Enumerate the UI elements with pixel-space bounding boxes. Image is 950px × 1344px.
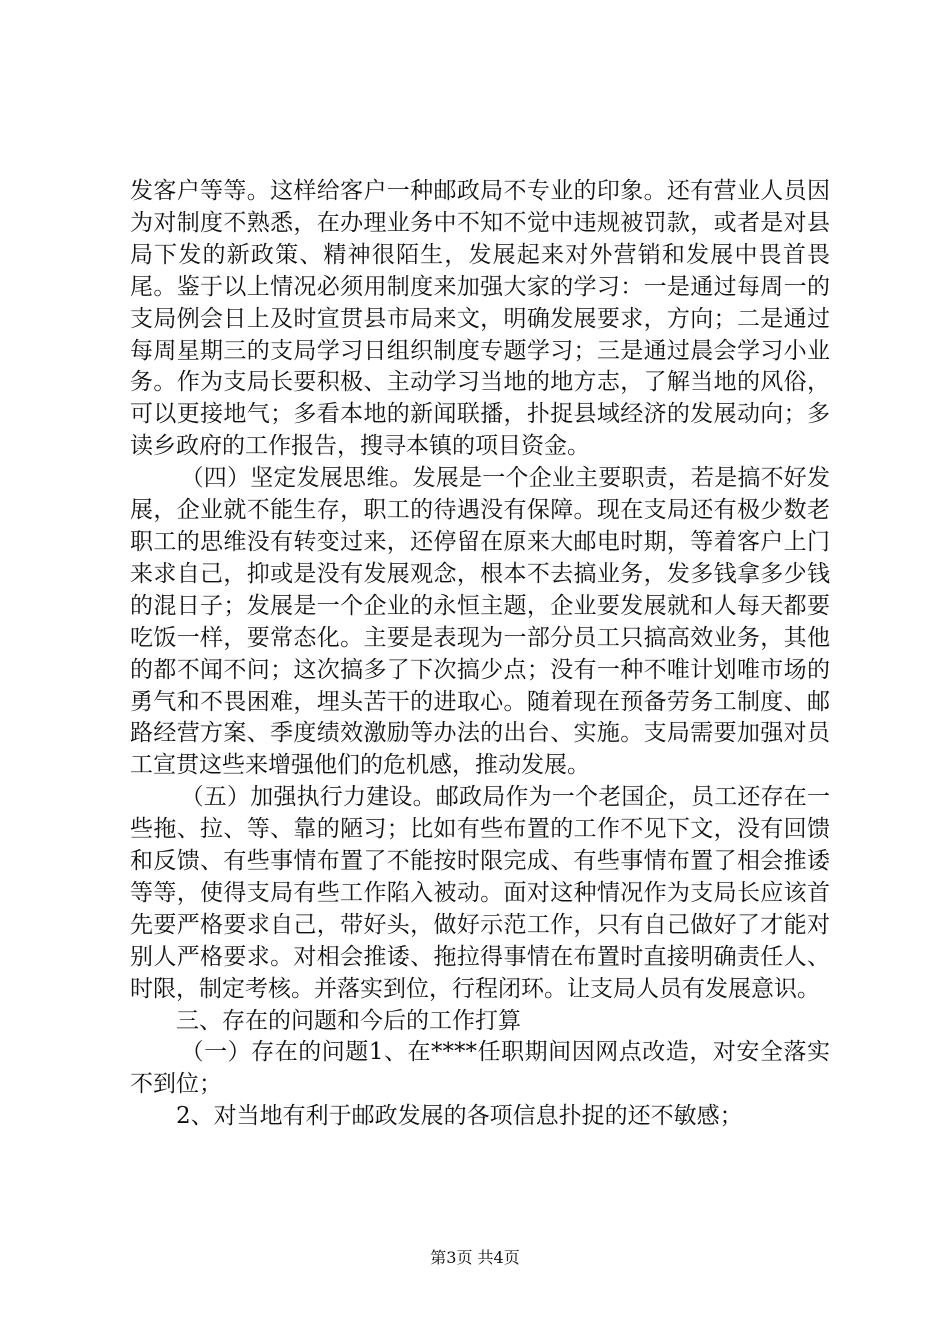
- section-heading-three: 三、存在的问题和今后的工作打算: [176, 1007, 521, 1034]
- paragraph-issue-two: 2、对当地有利于邮政发展的各项信息扑捉的还不敏感；: [176, 1103, 743, 1130]
- paragraph-section-five: （五）加强执行力建设。邮政局作为一个老国企，员工还存在一些拖、拉、等、靠的陋习；比如有些布置的工作不见下文，没有回馈和反馈、有些事情布置了不能按时限完成、有些事情布置了相会推诿等等，使得支局有些工作陷入被动。面对这种情况作为支局长应该首先要严格要求自己，带好头，做好示范工作，只有自己做好了才能对别人严格要求。对相会推诿、拖拉得事情在布置时直接明确责任人、时限，制定考核。并落实到位，行程闭环。让支局人员有发展意识。: [130, 784, 830, 1002]
- document-body: [130, 176, 830, 1133]
- paragraph-continuation: 发客户等等。这样给客户一种邮政局不专业的印象。还有营业人员因为对制度不熟悉，在办理业务中不知不觉中违规被罚款，或者是对县局下发的新政策、精神很陌生，发展起来对外营销和发展中畏首畏尾。鉴于以上情况必须用制度来加强大家的学习：一是通过每周一的支局例会日上及时宣贯县市局来文，明确发展要求，方向；二是通过每周星期三的支局学习日组织制度专题学习；三是通过晨会学习小业务。作为支局长要积极、主动学习当地的地方志，了解当地的风俗，可以更接地气；多看本地的新闻联播，扑捉县域经济的发展动向；多读乡政府的工作报告，搜寻本镇的项目资金。: [130, 178, 830, 460]
- paragraph-section-four: （四）坚定发展思维。发展是一个企业主要职责，若是搞不好发展，企业就不能生存，职工的待遇没有保障。现在支局还有极少数老职工的思维没有转变过来，还停留在原来大邮电时期，等着客户上门来求自己，抑或是没有发展观念，根本不去搞业务，发多钱拿多少钱的混日子；发展是一个企业的永恒主题，企业要发展就和人每天都要吃饭一样，要常态化。主要是表现为一部分员工只搞高效业务，其他的都不闻不问；这次搞多了下次搞少点；没有一种不唯计划唯市场的勇气和不畏困难，埋头苦干的进取心。随着现在预备劳务工制度、邮路经营方案、季度绩效激励等办法的出台、实施。支局需要加强对员工宣贯这些来增强他们的危机感，推动发展。: [130, 465, 830, 779]
- page-number-footer: 第3页 共4页: [430, 1248, 520, 1267]
- paragraph-issue-one: （一）存在的问题1、在****任职期间因网点改造，对安全落实不到位；: [130, 1039, 830, 1098]
